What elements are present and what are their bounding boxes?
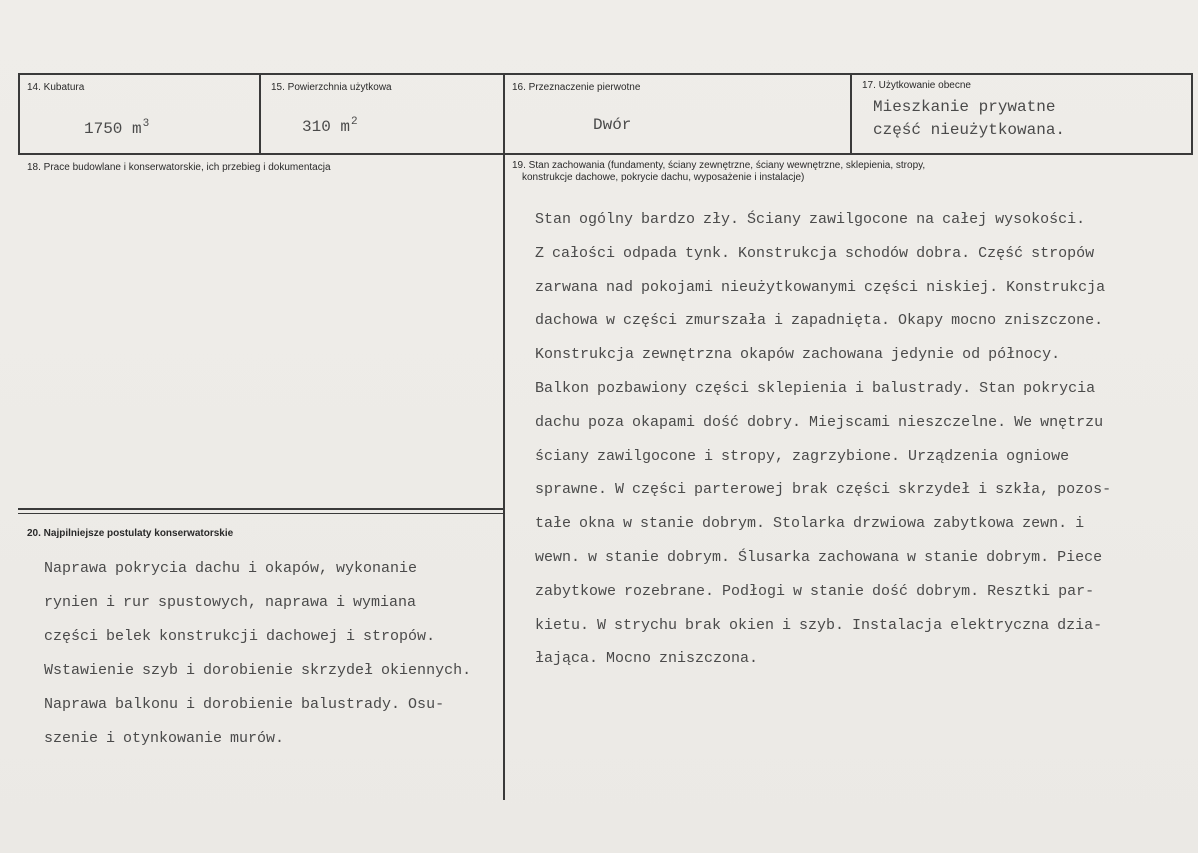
- condition-line: Balkon pozbawiony części sklepienia i balustrady. Stan pokrycia: [535, 379, 1096, 397]
- field-17-value: [873, 96, 1065, 142]
- field-19-label: [512, 160, 925, 184]
- field-17-line: Mieszkanie prywatne: [873, 98, 1056, 116]
- condition-line: wewn. w stanie dobrym. Ślusarka zachowana w stanie dobrym. Piece: [535, 548, 1103, 566]
- section-18-20-divider-second: [18, 513, 503, 514]
- condition-line: Z całości odpada tynk. Konstrukcja schodów dobra. Część stropów: [535, 244, 1095, 262]
- condition-line: dachowa w części zmurszała i zapadnięta. Okapy mocno zniszczone.: [535, 312, 1104, 330]
- condition-line: kietu. W strychu brak okien i szyb. Instalacja elektryczna dzia-: [535, 616, 1103, 634]
- divider-16-17: [850, 73, 852, 155]
- postulate-line: części belek konstrukcji dachowej i stropów.: [44, 628, 436, 645]
- field-14-value: [84, 120, 149, 138]
- field-15-label: 15. Powierzchnia użytkowa: [271, 82, 392, 93]
- field-19-label-line: 19. Stan zachowania (fundamenty, ściany zewnętrzne, ściany wewnętrzne, sklepienia, stropy,: [512, 160, 926, 171]
- condition-line: sprawne. W części parterowej brak części skrzydeł i szkła, pozos-: [535, 481, 1112, 499]
- condition-line: dachu poza okapami dość dobry. Miejscami nieszczelne. We wnętrzu: [535, 413, 1104, 431]
- condition-line: zarwana nad pokojami nieużytkowanymi części niskiej. Konstrukcja: [535, 278, 1106, 296]
- field-19-label-line: konstrukcje dachowe, pokrycie dachu, wyposażenie i instalacje): [522, 172, 805, 183]
- postulate-line: szenie i otynkowanie murów.: [44, 730, 285, 747]
- field-19-text: [535, 203, 1111, 676]
- area-value: 310 m: [302, 118, 351, 136]
- right-border-line: [1191, 73, 1193, 155]
- postulate-line: Naprawa pokrycia dachu i okapów, wykonanie: [44, 560, 418, 577]
- condition-line: zabytkowe rozebrane. Podłogi w stanie dość dobrym. Resztki par-: [535, 582, 1095, 600]
- condition-line: Konstrukcja zewnętrzna okapów zachowana jedynie od północy.: [535, 346, 1061, 364]
- condition-line: ściany zawilgocone i stropy, zagrzybione. Urządzenia ogniowe: [535, 447, 1070, 465]
- section-18-20-divider: [18, 508, 503, 510]
- postulate-line: Naprawa balkonu i dorobienie balustrady. Osu-: [44, 696, 445, 713]
- field-20-label: 20. Najpilniejsze postulaty konserwatorskie: [27, 528, 234, 539]
- postulate-line: rynien i rur spustowych, naprawa i wymiana: [44, 594, 417, 611]
- area-unit-exponent: 2: [351, 116, 358, 128]
- field-14-label: 14. Kubatura: [27, 82, 85, 93]
- field-16-label: 16. Przeznaczenie pierwotne: [512, 82, 641, 93]
- top-border-line: [18, 73, 1193, 75]
- volume-value: 1750 m: [84, 120, 142, 138]
- divider-14-15: [259, 73, 261, 155]
- field-18-label: 18. Prace budowlane i konserwatorskie, ich przebieg i dokumentacja: [27, 162, 331, 173]
- field-17-line: część nieużytkowana.: [873, 121, 1066, 139]
- volume-unit-exponent: 3: [142, 118, 150, 130]
- condition-line: tałe okna w stanie dobrym. Stolarka drzwiowa zabytkowa zewn. i: [535, 515, 1085, 533]
- field-17-label: 17. Użytkowanie obecne: [862, 80, 971, 91]
- postulate-line: Wstawienie szyb i dorobienie skrzydeł okiennych.: [44, 662, 472, 679]
- row-divider-line: [18, 153, 1193, 155]
- left-border-line: [18, 73, 20, 155]
- condition-line: łająca. Mocno zniszczona.: [535, 650, 759, 668]
- field-20-text: [44, 552, 471, 756]
- main-column-divider: [503, 73, 505, 800]
- condition-line: Stan ogólny bardzo zły. Ściany zawilgocone na całej wysokości.: [535, 211, 1086, 228]
- field-15-value: [302, 118, 358, 136]
- field-16-value: Dwór: [593, 116, 632, 134]
